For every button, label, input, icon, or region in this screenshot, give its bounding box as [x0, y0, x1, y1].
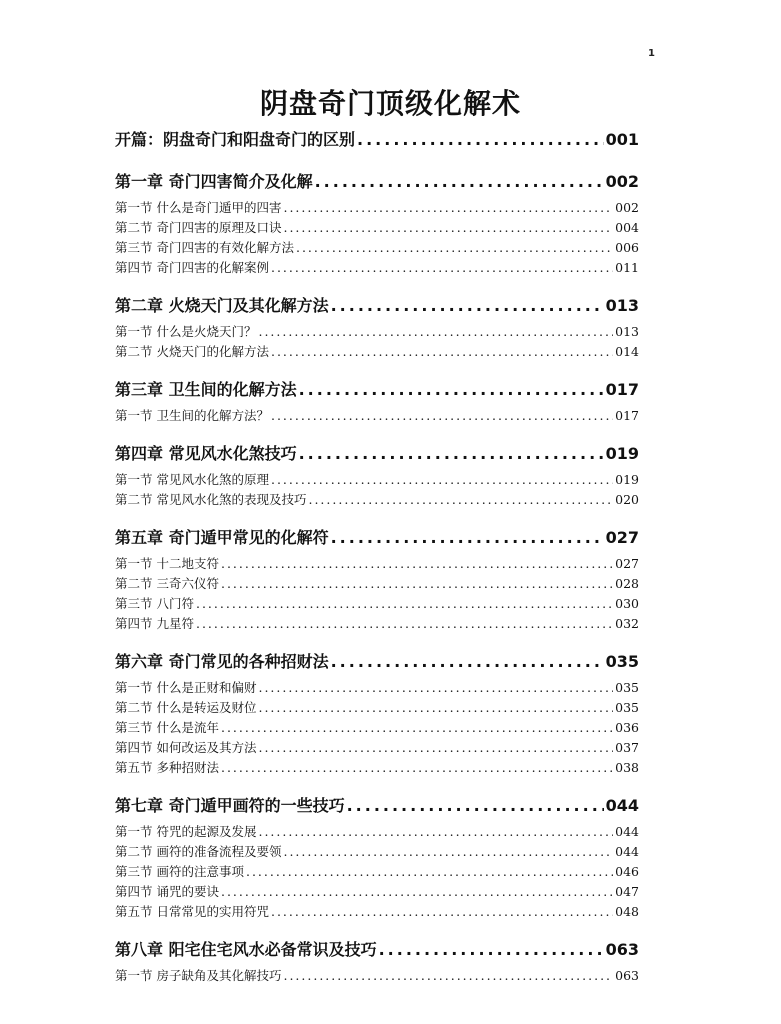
page-number: 1: [648, 48, 655, 59]
toc-section-entry-label: 第一节 十二地支符: [115, 556, 219, 571]
toc-chapter-entry-page: 017: [605, 380, 639, 399]
dot-leader: [296, 238, 613, 258]
toc-chapter-entry-label: 第八章 阳宅住宅风水必备常识及技巧: [115, 940, 377, 959]
toc-section-entry-label: 第三节 奇门四害的有效化解方法: [115, 240, 294, 255]
dot-leader: [196, 614, 613, 634]
toc-section-entry: [115, 966, 639, 986]
dot-leader: [196, 594, 613, 614]
toc-section-entry: [115, 902, 639, 922]
dot-leader: [258, 738, 613, 758]
toc-chapter-entry-label: 第三章 卫生间的化解方法: [115, 380, 297, 399]
toc-section-entry-label: 第一节 房子缺角及其化解技巧: [115, 968, 282, 983]
toc-chapter-entry-label: 第四章 常见风水化煞技巧: [115, 444, 297, 463]
toc-section-entry-page: 036: [615, 720, 639, 735]
dot-leader: [258, 822, 613, 842]
toc-section-entry-label: 第二节 三奇六仪符: [115, 576, 219, 591]
toc-chapter-entry-page: 027: [605, 528, 639, 547]
dot-leader: [283, 842, 613, 862]
toc-section-entry-label: 第五节 多种招财法: [115, 760, 219, 775]
toc-section-entry-page: 020: [615, 492, 639, 507]
dot-leader: [331, 650, 604, 674]
toc-chapter-entry-label: 第一章 奇门四害简介及化解: [115, 172, 313, 191]
toc-section-entry: [115, 198, 639, 218]
toc-section-entry: [115, 258, 639, 278]
toc-section-entry-label: 第一节 符咒的起源及发展: [115, 824, 257, 839]
dot-leader: [246, 862, 613, 882]
dot-leader: [271, 258, 613, 278]
dot-leader: [283, 966, 613, 986]
toc-section-entry-label: 第二节 常见风水化煞的表现及技巧: [115, 492, 307, 507]
dot-leader: [271, 902, 613, 922]
toc-chapter-entry: [115, 170, 639, 194]
toc-section-entry-label: 第一节 什么是奇门遁甲的四害: [115, 200, 282, 215]
dot-leader: [271, 470, 613, 490]
dot-leader: [221, 718, 613, 738]
toc-section-entry-page: 030: [615, 596, 639, 611]
toc-section-entry: [115, 718, 639, 738]
toc-section-entry-page: 028: [615, 576, 639, 591]
toc-section-entry-page: 017: [615, 408, 639, 423]
toc-section-entry-page: 048: [615, 904, 639, 919]
toc-section-entry: [115, 574, 639, 594]
dot-leader: [299, 442, 604, 466]
toc-section-entry-page: 011: [615, 260, 639, 275]
toc-chapter-entry: [115, 294, 639, 318]
toc-section-entry-page: 047: [615, 884, 639, 899]
toc-section-entry-page: 014: [615, 344, 639, 359]
toc-section-entry-label: 第四节 九星符: [115, 616, 194, 631]
toc-chapter-entry: [115, 442, 639, 466]
toc-chapter-entry: [115, 378, 639, 402]
toc-chapter-entry: [115, 794, 639, 818]
toc-opening-page: 001: [605, 130, 639, 149]
dot-leader: [271, 406, 613, 426]
toc-section-entry-label: 第四节 诵咒的要诀: [115, 884, 219, 899]
toc-section-entry-label: 第二节 火烧天门的化解方法: [115, 344, 269, 359]
toc-section-entry-page: 035: [615, 700, 639, 715]
toc-section-entry-page: 035: [615, 680, 639, 695]
toc-section-entry-page: 032: [615, 616, 639, 631]
dot-leader: [379, 938, 604, 962]
toc-section-entry-page: 044: [615, 824, 639, 839]
toc-section-entry-page: 027: [615, 556, 639, 571]
toc-chapter-entry-page: 063: [605, 940, 639, 959]
dot-leader: [347, 794, 604, 818]
toc-section-entry-page: 037: [615, 740, 639, 755]
toc-chapter-entry-page: 002: [605, 172, 639, 191]
toc-section-entry: [115, 842, 639, 862]
dot-leader: [299, 378, 604, 402]
toc-section-entry: [115, 554, 639, 574]
toc-section-entry-label: 第二节 奇门四害的原理及口诀: [115, 220, 282, 235]
toc-section-entry: [115, 594, 639, 614]
dot-leader: [221, 882, 613, 902]
toc-section-entry-page: 046: [615, 864, 639, 879]
toc-section-entry-label: 第二节 什么是转运及财位: [115, 700, 257, 715]
toc-section-entry-page: 013: [615, 324, 639, 339]
toc-section-entry: [115, 882, 639, 902]
toc-section-entry: [115, 738, 639, 758]
dot-leader: [308, 490, 613, 510]
toc-chapter-entry-page: 019: [605, 444, 639, 463]
toc-section-entry-label: 第一节 常见风水化煞的原理: [115, 472, 269, 487]
dot-leader: [357, 128, 604, 152]
dot-leader: [221, 554, 613, 574]
toc-section-entry-label: 第三节 八门符: [115, 596, 194, 611]
toc-section-entry: [115, 862, 639, 882]
dot-leader: [221, 574, 613, 594]
toc-chapter-entry: [115, 938, 639, 962]
toc-section-entry: [115, 238, 639, 258]
toc-section-entry-label: 第一节 什么是火烧天门？: [115, 324, 257, 339]
toc-opening-label: 开篇：阴盘奇门和阳盘奇门的区别: [115, 130, 356, 149]
toc-section-entry: [115, 406, 639, 426]
toc-section-entry-page: 002: [615, 200, 639, 215]
dot-leader: [271, 342, 613, 362]
table-of-contents: [115, 128, 639, 986]
toc-section-entry: [115, 322, 639, 342]
toc-section-entry-page: 019: [615, 472, 639, 487]
toc-section-entry: [115, 490, 639, 510]
toc-section-entry: [115, 614, 639, 634]
toc-section-entry: [115, 342, 639, 362]
toc-section-entry: [115, 822, 639, 842]
dot-leader: [283, 198, 613, 218]
toc-section-entry-label: 第三节 什么是流年: [115, 720, 219, 735]
dot-leader: [315, 170, 604, 194]
toc-section-entry-label: 第五节 日常常见的实用符咒: [115, 904, 269, 919]
toc-chapter-entry-page: 035: [605, 652, 639, 671]
toc-section-entry-label: 第四节 如何改运及其方法: [115, 740, 257, 755]
toc-chapter-entry: [115, 526, 639, 550]
toc-chapter-entry-page: 044: [605, 796, 639, 815]
toc-chapter-entry-label: 第五章 奇门遁甲常见的化解符: [115, 528, 329, 547]
toc-chapter-entry-page: 013: [605, 296, 639, 315]
dot-leader: [258, 678, 613, 698]
toc-section-entry-label: 第四节 奇门四害的化解案例: [115, 260, 269, 275]
toc-section-entry-label: 第一节 什么是正财和偏财: [115, 680, 257, 695]
dot-leader: [258, 698, 613, 718]
toc-section-entry-page: 038: [615, 760, 639, 775]
toc-section-entry-label: 第三节 画符的注意事项: [115, 864, 244, 879]
dot-leader: [331, 294, 604, 318]
toc-section-entry-label: 第一节 卫生间的化解方法？: [115, 408, 269, 423]
toc-section-entry: [115, 678, 639, 698]
toc-chapter-entry-label: 第二章 火烧天门及其化解方法: [115, 296, 329, 315]
toc-section-entry: [115, 698, 639, 718]
toc-opening-entry: [115, 128, 639, 152]
toc-chapter-entry-label: 第七章 奇门遁甲画符的一些技巧: [115, 796, 345, 815]
dot-leader: [331, 526, 604, 550]
toc-section-entry: [115, 218, 639, 238]
toc-section-entry-label: 第二节 画符的准备流程及要领: [115, 844, 282, 859]
dot-leader: [221, 758, 613, 778]
toc-section-entry-page: 044: [615, 844, 639, 859]
dot-leader: [258, 322, 613, 342]
toc-section-entry-page: 006: [615, 240, 639, 255]
toc-section-entry: [115, 470, 639, 490]
toc-section-entry: [115, 758, 639, 778]
toc-chapter-entry: [115, 650, 639, 674]
toc-section-entry-page: 063: [615, 968, 639, 983]
dot-leader: [283, 218, 613, 238]
toc-section-entry-page: 004: [615, 220, 639, 235]
document-title: 阴盘奇门顶级化解术: [259, 87, 521, 120]
toc-chapter-entry-label: 第六章 奇门常见的各种招财法: [115, 652, 329, 671]
